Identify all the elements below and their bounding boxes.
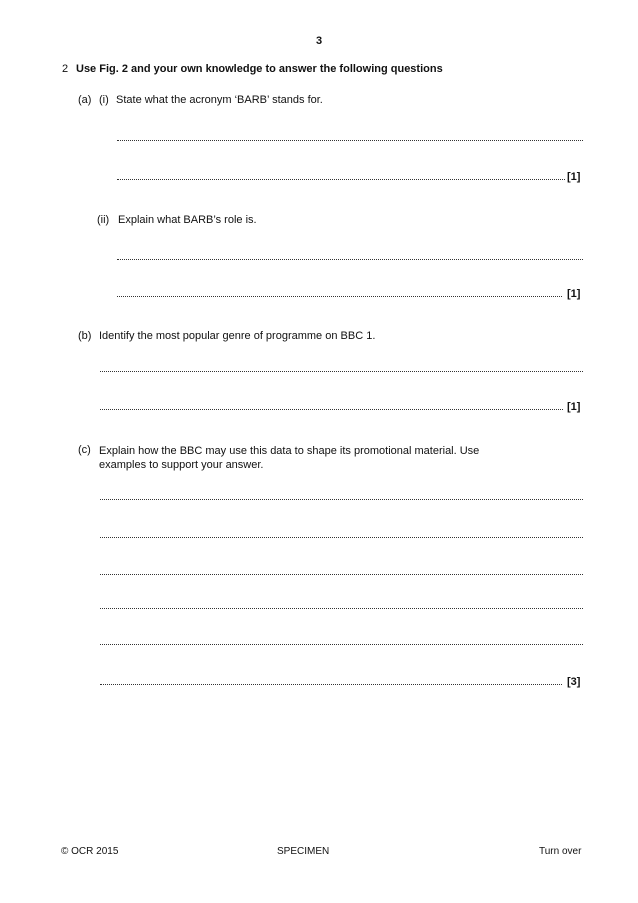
answer-line-c-6[interactable] — [100, 683, 562, 685]
part-c-text: Explain how the BBC may use this data to shape its promotional material. Use examples to support your answer. — [99, 445, 480, 471]
mark-a-ii: [1] — [567, 288, 581, 300]
footer-turn-over: Turn over — [539, 846, 582, 857]
answer-line-c-5[interactable] — [100, 643, 583, 645]
part-a-ii-text: Explain what BARB’s role is. — [118, 214, 257, 226]
answer-line-a-ii-1[interactable] — [117, 258, 583, 260]
mark-c: [3] — [567, 676, 581, 688]
mark-a-i: [1] — [567, 171, 581, 183]
part-a-label: (a) — [78, 94, 92, 106]
part-b-text: Identify the most popular genre of programme on BBC 1. — [99, 330, 376, 342]
part-b-label: (b) — [78, 330, 92, 342]
part-c-label: (c) — [78, 444, 91, 456]
part-a-ii-label: (ii) — [97, 214, 110, 226]
answer-line-a-i-2[interactable] — [117, 178, 565, 180]
answer-line-b-2[interactable] — [100, 408, 563, 410]
question-number: 2 — [62, 63, 69, 75]
answer-line-a-ii-2[interactable] — [117, 295, 562, 297]
footer-specimen: SPECIMEN — [277, 846, 330, 857]
answer-line-c-2[interactable] — [100, 536, 583, 538]
part-a-i-text: State what the acronym ‘BARB’ stands for. — [116, 94, 323, 106]
answer-line-c-1[interactable] — [100, 498, 583, 500]
mark-b: [1] — [567, 401, 581, 413]
part-a-i-label: (i) — [99, 94, 109, 106]
footer-copyright: © OCR 2015 — [61, 846, 119, 857]
question-text: Use Fig. 2 and your own knowledge to answer the following questions — [76, 63, 443, 75]
answer-line-c-3[interactable] — [100, 573, 583, 575]
answer-line-c-4[interactable] — [100, 607, 583, 609]
answer-line-b-1[interactable] — [100, 370, 583, 372]
answer-line-a-i-1[interactable] — [117, 139, 583, 141]
page-number: 3 — [315, 35, 323, 47]
